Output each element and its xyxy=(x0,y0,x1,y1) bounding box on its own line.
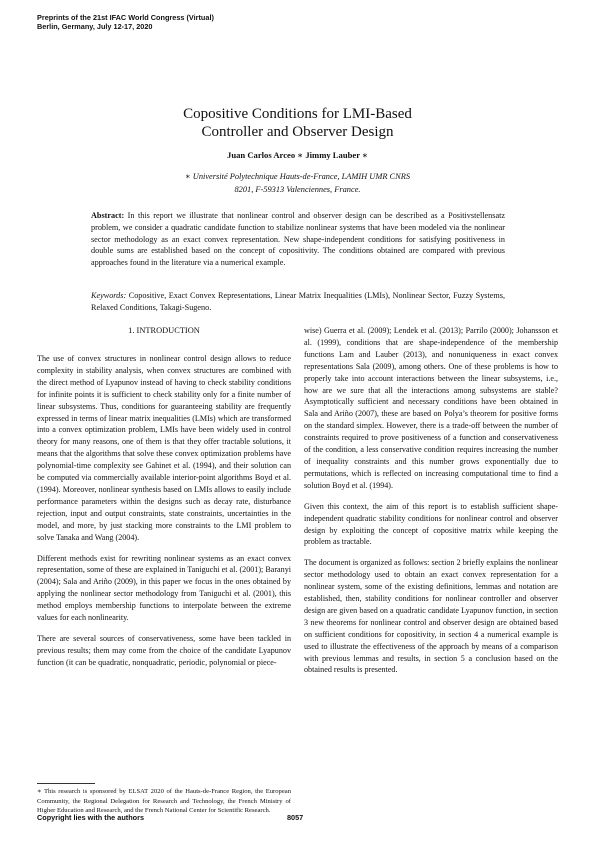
conference-header xyxy=(37,13,214,31)
intro-paragraph-4: wise) Guerra et al. (2009); Lendek et al. (2013); Parrilo (2000); Johansson et al. (1999), conditions that are shape-independence of the membership functions Lam and Lauber (2013), and nonuniqueness in exact convex representations Sala (2009), among others. One of these problems is how to properly take into account interactions between the linear subsystems, i.e., how are we sure that all the interactions among subsystems are stable? Asymptotically sufficient and necessary conditions have been obtained in Sala and Ariño (2007), these are based on Polya’s theorem for positive forms on the standard simplex. However, there is a trade-off between the number of constraints required to prove positiveness of a function and conservativeness of the condition, a less conservative condition requires increasing the number of inequality constraints and this number grows exponentially due to permutations, which is reflected on increasing computational time to find a solution Boyd et al. (1994). xyxy=(304,326,558,490)
title-line-1: Copositive Conditions for LMI-Based xyxy=(183,106,412,122)
affiliation-line-1: ∗ Université Polytechnique Hauts-de-France, LAMIH UMR CNRS xyxy=(184,172,411,181)
intro-paragraph-1: The use of convex structures in nonlinear control design allows to reduce complexity in stability analysis, when convex structures are combined with the direct method of Lyapunov instead of having to check stability conditions for infinite points it is sufficient to check stability only for a finite number of linear subsystems. Thus, conditions for guaranteeing stability are frequently expressed in terms of linear matrix inequalities (LMIs) which are transformed into a convex optimization problem, LMIs have been widely used in control theory for many reasons, one of them is that they offer tractable solutions, it means that the algorithms that solve these convex optimization problems have polynomial-time complexity see Gahinet et al. (1994), and their solution can be computed via commercially available interior-point algorithms Boyd et al. (1994). Moreover, nonlinear synthesis based on LMIs allows to easily include performance parameters within the designs such as decay rate, disturbance rejection, input and output constraints, state constraints, uncertainties in the model, and more, by just stacking more constraints to the LMI problem to solve Tanaka and Wang (2004). xyxy=(37,354,291,542)
keywords-label: Keywords: xyxy=(91,291,127,300)
intro-paragraph-2: Different methods exist for rewriting nonlinear systems as an exact convex representation, some of these are explained in Taniguchi et al. (2001); Baranyi (2004); Sala and Ariño (2009), in this paper we focus in the ones obtained by applying the nonlinear sector methodology from Taniguchi et al. (2001), this method employs membership functions to interpolate between the extreme values for each nonlinearity. xyxy=(37,553,291,623)
conference-line-2: Berlin, Germany, July 12-17, 2020 xyxy=(37,22,153,32)
keywords-text: Copositive, Exact Convex Representations, Linear Matrix Inequalities (LMIs), Nonlinear Sector, Fuzzy Systems, Relaxed Conditions, Takagi-Sugeno. xyxy=(91,291,505,312)
intro-paragraph-3: There are several sources of conservativeness, some have been tackled in previous results; them may come from the choice of the candidate Lyapunov function (it can be quadratic, nonquadratic, periodic, polynomial or piece- xyxy=(37,633,291,667)
keywords xyxy=(91,290,505,314)
abstract-text: In this report we illustrate that nonlinear control and observer design can be described as a Positivstellensatz problem, we consider a quadratic candidate function to stabilize nonlinear systems that have been modeled via the nonlinear sector methodology as an exact convex representation. New shape-independent conditions for satisfying positiveness in double sums are established based on the concept of copositivity. The conditions obtained are compared with previous approaches found in the literature via a numerical example. xyxy=(91,211,505,268)
affiliation-line-2: 8201, F-59313 Valenciennes, France. xyxy=(234,184,361,194)
page-number: 8057 xyxy=(287,813,304,822)
affiliation xyxy=(0,171,595,196)
abstract-label: Abstract: xyxy=(91,211,125,220)
intro-paragraph-6: The document is organized as follows: section 2 briefly explains the nonlinear sector methodology used to obtain an exact convex representation for a nonlinear system, some of the existing definitions, lemmas and notation are established, then, stability conditions for nonlinear controller and observer design are given based on a quadratic candidate Lyapunov function, in section 3 new theorems for nonlinear control and observer design are obtained based on sufficient conditions for copositivity, in section 4 a numerical example is used to illustrate the effectiveness of the approach by means of a comparison with previous lemmas and results, in section 5 a conclusion based on the obtained results is presented. xyxy=(304,558,558,675)
copyright-notice: Copyright lies with the authors xyxy=(37,813,145,822)
authors: Juan Carlos Arceo ∗ Jimmy Lauber ∗ xyxy=(227,150,368,160)
abstract xyxy=(91,210,505,269)
left-column xyxy=(37,325,291,678)
intro-paragraph-5: Given this context, the aim of this report is to establish sufficient shape-independent quadratic stability conditions for nonlinear control and observer design by exploiting the concept of copositive matrix while keeping the problem as tractable. xyxy=(304,501,558,547)
footnote: ∗ This research is sponsored by ELSAT 2020 of the Hauts-de-France Region, the European Community, the Regional Delegation for Research and Technology, the French Ministry of Higher Education and Research, and the French National Center for Scientific Research. xyxy=(37,788,291,815)
title-line-2: Controller and Observer Design xyxy=(201,124,394,140)
conference-line-1: Preprints of the 21st IFAC World Congress (Virtual) xyxy=(37,13,214,22)
section-heading-introduction: 1. INTRODUCTION xyxy=(128,326,200,335)
footnote-rule xyxy=(37,783,95,784)
paper-title xyxy=(0,105,595,141)
right-column xyxy=(304,325,558,685)
